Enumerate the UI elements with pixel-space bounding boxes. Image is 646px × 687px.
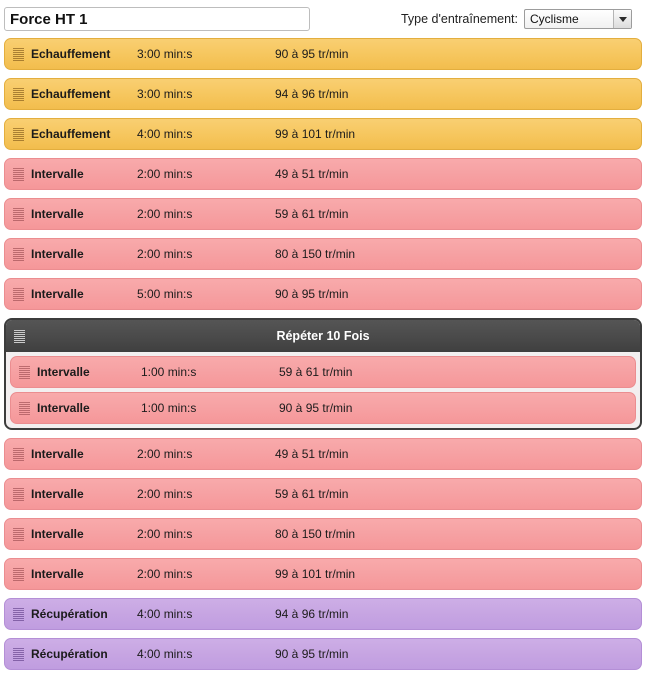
step-duration: 4:00 min:s bbox=[137, 647, 193, 661]
step-cadence: 80 à 150 tr/min bbox=[275, 247, 356, 261]
drag-handle-icon[interactable] bbox=[5, 568, 31, 581]
workout-type-value: Cyclisme bbox=[530, 12, 579, 26]
drag-handle-icon[interactable] bbox=[5, 208, 31, 221]
step-name: Intervalle bbox=[37, 365, 90, 379]
step-name: Récupération bbox=[31, 607, 108, 621]
drag-handle-icon[interactable] bbox=[6, 330, 32, 343]
toolbar bbox=[0, 0, 646, 38]
step-cadence: 80 à 150 tr/min bbox=[275, 527, 356, 541]
step-cadence: 99 à 101 tr/min bbox=[275, 567, 356, 581]
step-name: Echauffement bbox=[31, 127, 111, 141]
repeat-group-title: Répéter 10 Fois bbox=[276, 329, 370, 343]
step-cadence: 94 à 96 tr/min bbox=[275, 607, 349, 621]
drag-handle-icon[interactable] bbox=[5, 248, 31, 261]
step-cadence: 49 à 51 tr/min bbox=[275, 167, 349, 181]
list-item[interactable] bbox=[4, 118, 642, 150]
drag-handle-icon[interactable] bbox=[5, 448, 31, 461]
drag-handle-icon[interactable] bbox=[5, 168, 31, 181]
drag-handle-icon[interactable] bbox=[11, 402, 37, 415]
step-name: Intervalle bbox=[31, 287, 84, 301]
list-item[interactable] bbox=[4, 438, 642, 470]
drag-handle-icon[interactable] bbox=[5, 488, 31, 501]
step-duration: 3:00 min:s bbox=[137, 47, 193, 61]
step-name: Intervalle bbox=[31, 247, 84, 261]
step-duration: 2:00 min:s bbox=[137, 207, 193, 221]
step-cadence: 94 à 96 tr/min bbox=[275, 87, 349, 101]
step-duration: 2:00 min:s bbox=[137, 527, 193, 541]
workout-type-label: Type d'entraînement: bbox=[400, 12, 518, 26]
step-cadence: 90 à 95 tr/min bbox=[275, 287, 349, 301]
step-cadence: 59 à 61 tr/min bbox=[275, 487, 349, 501]
step-name: Intervalle bbox=[31, 567, 84, 581]
repeat-group-steps bbox=[6, 352, 640, 424]
step-duration: 1:00 min:s bbox=[141, 365, 197, 379]
list-item[interactable] bbox=[4, 478, 642, 510]
drag-handle-icon[interactable] bbox=[5, 648, 31, 661]
step-duration: 2:00 min:s bbox=[137, 447, 193, 461]
list-item[interactable] bbox=[4, 198, 642, 230]
step-name: Intervalle bbox=[31, 207, 84, 221]
step-name: Echauffement bbox=[31, 47, 111, 61]
step-duration: 2:00 min:s bbox=[137, 567, 193, 581]
workout-title-input[interactable] bbox=[4, 7, 310, 31]
drag-handle-icon[interactable] bbox=[5, 528, 31, 541]
step-duration: 4:00 min:s bbox=[137, 607, 193, 621]
list-item[interactable] bbox=[4, 78, 642, 110]
drag-handle-icon[interactable] bbox=[5, 288, 31, 301]
chevron-down-icon[interactable] bbox=[613, 10, 631, 28]
drag-handle-icon[interactable] bbox=[5, 88, 31, 101]
workout-type-select[interactable] bbox=[524, 9, 632, 29]
list-item[interactable] bbox=[10, 392, 636, 424]
step-duration: 2:00 min:s bbox=[137, 167, 193, 181]
step-name: Intervalle bbox=[37, 401, 90, 415]
list-item[interactable] bbox=[4, 238, 642, 270]
list-item[interactable] bbox=[10, 356, 636, 388]
step-cadence: 90 à 95 tr/min bbox=[275, 647, 349, 661]
step-name: Intervalle bbox=[31, 167, 84, 181]
list-item[interactable] bbox=[4, 278, 642, 310]
list-item[interactable] bbox=[4, 638, 642, 670]
step-cadence: 59 à 61 tr/min bbox=[275, 207, 349, 221]
list-item[interactable] bbox=[4, 598, 642, 630]
step-duration: 1:00 min:s bbox=[141, 401, 197, 415]
step-name: Récupération bbox=[31, 647, 108, 661]
drag-handle-icon[interactable] bbox=[5, 48, 31, 61]
step-duration: 3:00 min:s bbox=[137, 87, 193, 101]
drag-handle-icon[interactable] bbox=[5, 128, 31, 141]
steps-list bbox=[0, 38, 646, 670]
step-cadence: 90 à 95 tr/min bbox=[275, 47, 349, 61]
step-cadence: 99 à 101 tr/min bbox=[275, 127, 356, 141]
step-duration: 2:00 min:s bbox=[137, 247, 193, 261]
drag-handle-icon[interactable] bbox=[11, 366, 37, 379]
workout-type-control bbox=[401, 9, 638, 29]
step-name: Echauffement bbox=[31, 87, 111, 101]
drag-handle-icon[interactable] bbox=[5, 608, 31, 621]
step-name: Intervalle bbox=[31, 447, 84, 461]
step-cadence: 90 à 95 tr/min bbox=[279, 401, 353, 415]
step-duration: 2:00 min:s bbox=[137, 487, 193, 501]
step-duration: 4:00 min:s bbox=[137, 127, 193, 141]
step-name: Intervalle bbox=[31, 527, 84, 541]
list-item[interactable] bbox=[4, 558, 642, 590]
step-duration: 5:00 min:s bbox=[137, 287, 193, 301]
repeat-group-header[interactable] bbox=[6, 320, 640, 352]
step-cadence: 59 à 61 tr/min bbox=[279, 365, 353, 379]
repeat-group[interactable] bbox=[4, 318, 642, 430]
step-name: Intervalle bbox=[31, 487, 84, 501]
list-item[interactable] bbox=[4, 518, 642, 550]
list-item[interactable] bbox=[4, 158, 642, 190]
list-item[interactable] bbox=[4, 38, 642, 70]
step-cadence: 49 à 51 tr/min bbox=[275, 447, 349, 461]
